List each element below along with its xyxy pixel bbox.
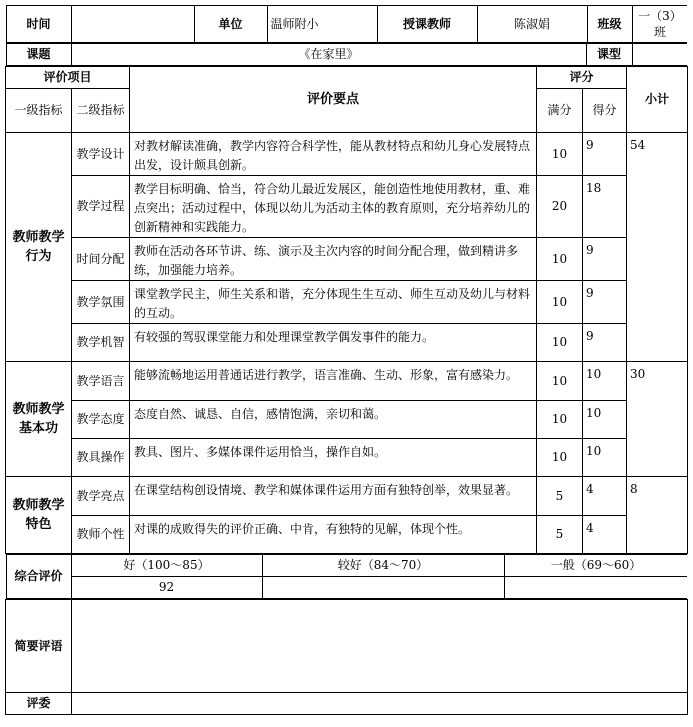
got-score: 10 bbox=[583, 439, 627, 477]
unit-value: 温师附小 bbox=[267, 6, 377, 43]
level2-header: 二级指标 bbox=[72, 89, 130, 133]
full-score: 10 bbox=[537, 281, 583, 324]
teacher-value: 陈淑娟 bbox=[477, 6, 587, 43]
full-header: 满分 bbox=[537, 89, 583, 133]
full-score: 10 bbox=[537, 133, 583, 176]
criterion-name: 教学设计 bbox=[72, 133, 130, 176]
judge-row bbox=[6, 693, 688, 715]
judge-value[interactable] bbox=[72, 693, 688, 715]
category-teaching-behavior: 教师教学行为 bbox=[6, 133, 72, 362]
criterion-name: 教学氛围 bbox=[72, 281, 130, 324]
evaluation-table bbox=[5, 5, 688, 715]
level1-header: 一级指标 bbox=[6, 89, 72, 133]
table-row bbox=[6, 324, 688, 362]
subtotal-value: 8 bbox=[627, 477, 688, 554]
criterion-desc: 态度自然、诚恳、自信，感情饱满，亲切和蔼。 bbox=[130, 401, 537, 439]
got-score: 10 bbox=[583, 401, 627, 439]
table-row bbox=[6, 238, 688, 281]
summary-normal: 一般（69～60） bbox=[504, 555, 687, 577]
criterion-desc: 有较强的驾驭课堂能力和处理课堂教学偶发事件的能力。 bbox=[130, 324, 537, 362]
full-score: 5 bbox=[537, 477, 583, 516]
subtotal-header: 小计 bbox=[627, 67, 688, 133]
class-value: 一（3）班 bbox=[632, 6, 687, 43]
teacher-label: 授课教师 bbox=[377, 6, 477, 43]
criterion-desc: 教师在活动各环节讲、练、演示及主次内容的时间分配合理，做到精讲多练，加强能力培养。 bbox=[130, 238, 537, 281]
full-score: 10 bbox=[537, 401, 583, 439]
summary-row bbox=[6, 554, 688, 600]
table-row bbox=[6, 362, 688, 401]
criterion-name: 教学过程 bbox=[72, 176, 130, 238]
got-score: 10 bbox=[583, 362, 627, 401]
got-score: 4 bbox=[583, 477, 627, 516]
comment-label: 简要评语 bbox=[6, 600, 72, 693]
full-score: 10 bbox=[537, 238, 583, 281]
criterion-desc: 教学目标明确、恰当，符合幼儿最近发展区，能创造性地使用教材，重、难点突出；活动过程中，体现以幼儿为活动主体的教育原则，充分培养幼儿的创新精神和实践能力。 bbox=[130, 176, 537, 238]
criterion-desc: 对课的成败得失的评价正确、中肯，有独特的见解，体现个性。 bbox=[130, 516, 537, 554]
got-score: 9 bbox=[583, 133, 627, 176]
table-row bbox=[6, 477, 688, 516]
criterion-name: 教师个性 bbox=[72, 516, 130, 554]
got-score: 18 bbox=[583, 176, 627, 238]
time-value bbox=[71, 6, 194, 43]
got-score: 9 bbox=[583, 324, 627, 362]
criterion-desc: 教具、图片、多媒体课件运用恰当，操作自如。 bbox=[130, 439, 537, 477]
full-score: 10 bbox=[537, 362, 583, 401]
category-basic-skills: 教师教学基本功 bbox=[6, 362, 72, 477]
criterion-name: 教学态度 bbox=[72, 401, 130, 439]
table-row bbox=[6, 516, 688, 554]
time-label: 时间 bbox=[6, 6, 71, 43]
table-row bbox=[6, 133, 688, 176]
got-header: 得分 bbox=[583, 89, 627, 133]
comment-row bbox=[6, 600, 688, 693]
full-score: 20 bbox=[537, 176, 583, 238]
unit-label: 单位 bbox=[194, 6, 267, 43]
full-score: 5 bbox=[537, 516, 583, 554]
judge-label: 评委 bbox=[6, 693, 72, 715]
criterion-name: 教学语言 bbox=[72, 362, 130, 401]
full-score: 10 bbox=[537, 324, 583, 362]
score-header: 评分 bbox=[537, 67, 627, 89]
category-features: 教师教学特色 bbox=[6, 477, 72, 554]
got-score: 4 bbox=[583, 516, 627, 554]
subtotal-value: 30 bbox=[627, 362, 688, 477]
got-score: 9 bbox=[583, 281, 627, 324]
summary-total: 92 bbox=[71, 577, 262, 599]
table-row bbox=[6, 281, 688, 324]
criterion-desc: 能够流畅地运用普通话进行教学，语言准确、生动、形象，富有感染力。 bbox=[130, 362, 537, 401]
criterion-desc: 课堂教学民主，师生关系和谐，充分体现生生互动、师生互动及幼儿与材料的互动。 bbox=[130, 281, 537, 324]
header-row bbox=[6, 5, 688, 43]
points-header: 评价要点 bbox=[130, 67, 537, 133]
criterion-desc: 在课堂结构创设情境、教学和媒体课件运用方面有独特创举，效果显著。 bbox=[130, 477, 537, 516]
type-label: 课型 bbox=[586, 44, 632, 66]
summary-fair: 较好（84～70） bbox=[262, 555, 504, 577]
got-score: 9 bbox=[583, 238, 627, 281]
table-row bbox=[6, 401, 688, 439]
summary-good: 好（100～85） bbox=[71, 555, 262, 577]
criterion-name: 教学机智 bbox=[72, 324, 130, 362]
summary-label: 综合评价 bbox=[6, 555, 71, 599]
full-score: 10 bbox=[537, 439, 583, 477]
lesson-row bbox=[6, 43, 688, 67]
criterion-name: 时间分配 bbox=[72, 238, 130, 281]
table-row bbox=[6, 176, 688, 238]
criterion-name: 教具操作 bbox=[72, 439, 130, 477]
type-value bbox=[632, 44, 687, 66]
comment-value[interactable] bbox=[72, 600, 688, 693]
table-row bbox=[6, 439, 688, 477]
criterion-desc: 对教材解读准确，教学内容符合科学性，能从教材特点和幼儿身心发展特点出发，设计颇具创新。 bbox=[130, 133, 537, 176]
lesson-label: 课题 bbox=[6, 44, 71, 66]
criterion-name: 教学亮点 bbox=[72, 477, 130, 516]
items-header: 评价项目 bbox=[6, 67, 130, 89]
class-label: 班级 bbox=[587, 6, 632, 43]
lesson-value: 《在家里》 bbox=[71, 44, 586, 66]
subtotal-value: 54 bbox=[627, 133, 688, 362]
